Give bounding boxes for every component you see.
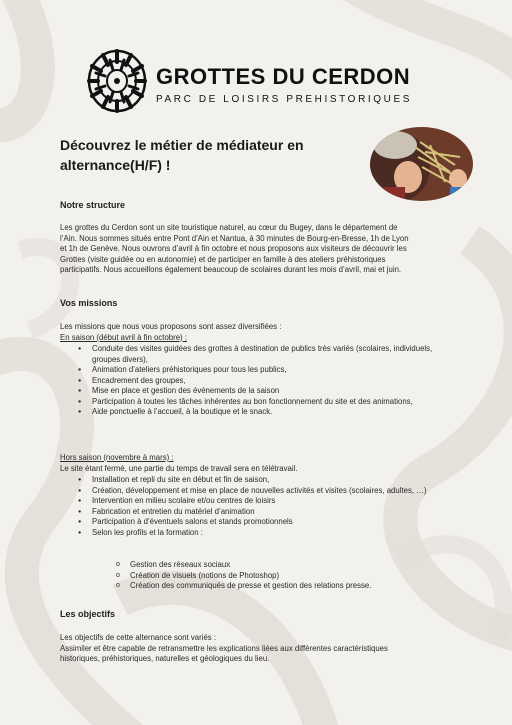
page-title: Découvrez le métier de médiateur en alternance(H/F) ! <box>60 137 304 173</box>
structure-text: Les grottes du Cerdon sont un site touristique naturel, au cœur du Bugey, dans le département de l’Ain. Nous sommes situés entre Pont d’Ain et Nantua, à 30 minutes de Bourg-en-Bresse, 1h de Lyon et 1h de Genève. Nous ouvrons d’avril à fin octobre et nous proposons aux visiteurs de découvrir les Grottes (visite guidée ou en autonomie) et de participer en famille à des ateliers préhistoriques participatifs. Nous accueillons également beaucoup de scolaires durant les mois d’avril, mai et juin. <box>60 223 409 274</box>
list-item: ● Aide ponctuelle à l’accueil, à la boutique et le snack. <box>78 407 456 418</box>
missions-heading: Vos missions <box>60 298 118 308</box>
brand-name: GROTTES DU CERDON <box>156 64 411 89</box>
list-item: ● Mise en place et gestion des événements de la saison <box>78 386 456 397</box>
off-season-list <box>78 475 456 538</box>
list-item: ● Intervention en milieu scolaire et/ou centres de loisirs <box>78 496 456 507</box>
list-item: ● Animation d’ateliers préhistoriques pour tous les publics, <box>78 365 456 376</box>
objectives-heading: Les objectifs <box>60 609 116 619</box>
season-list <box>78 344 456 418</box>
list-item: ● Installation et repli du site en début et fin de saison, <box>78 475 456 486</box>
list-item: ● Encadrement des groupes, <box>78 376 456 387</box>
list-item: ● Conduite des visites guidées des grottes à destination de publics très variés (scolaires, individuels, groupes divers), <box>78 344 456 365</box>
visitor-photo <box>370 127 473 201</box>
list-item: ● Participation à d’éventuels salons et stands promotionnels <box>78 517 456 528</box>
missions-intro: Les missions que nous vous proposons sont assez diversifiées : En saison (début avril à fin octobre) : <box>60 322 456 343</box>
off-season-block: Hors saison (novembre à mars) : Le site étant fermé, une partie du temps de travail sera en télétravail. <box>60 453 456 474</box>
ammonite-shell-icon <box>84 46 150 116</box>
list-item: o Création des communiqués de presse et gestion des relations presse. <box>116 581 494 592</box>
objectives-text: Les objectifs de cette alternance sont variés : Assimiler et être capable de retransmettre les explications liées aux différentes caractéristiques historiques, préhistoriques, naturelles et géologiques du lieu. <box>60 633 388 663</box>
profile-sub-list <box>78 560 494 592</box>
season-label: En saison (début avril à fin octobre) : <box>60 332 187 342</box>
list-item: ● Participation à toutes les tâches inhérentes au bon fonctionnement du site et des animations, <box>78 397 456 408</box>
off-season-label: Hors saison (novembre à mars) : <box>60 453 174 462</box>
list-item: ● Création, développement et mise en place de nouvelles activités et visites (scolaires, adultes, …) <box>78 486 456 497</box>
list-item: o Gestion des réseaux sociaux <box>116 560 494 571</box>
structure-heading: Notre structure <box>60 200 126 210</box>
list-item: ● Fabrication et entretien du matériel d’animation <box>78 507 456 518</box>
list-item: o Création de visuels (notions de Photoshop) <box>116 571 494 582</box>
list-item: ● Selon les profils et la formation : <box>78 528 456 539</box>
logo <box>84 46 413 118</box>
brand-tagline: PARC DE LOISIRS PREHISTORIQUES <box>156 94 413 105</box>
